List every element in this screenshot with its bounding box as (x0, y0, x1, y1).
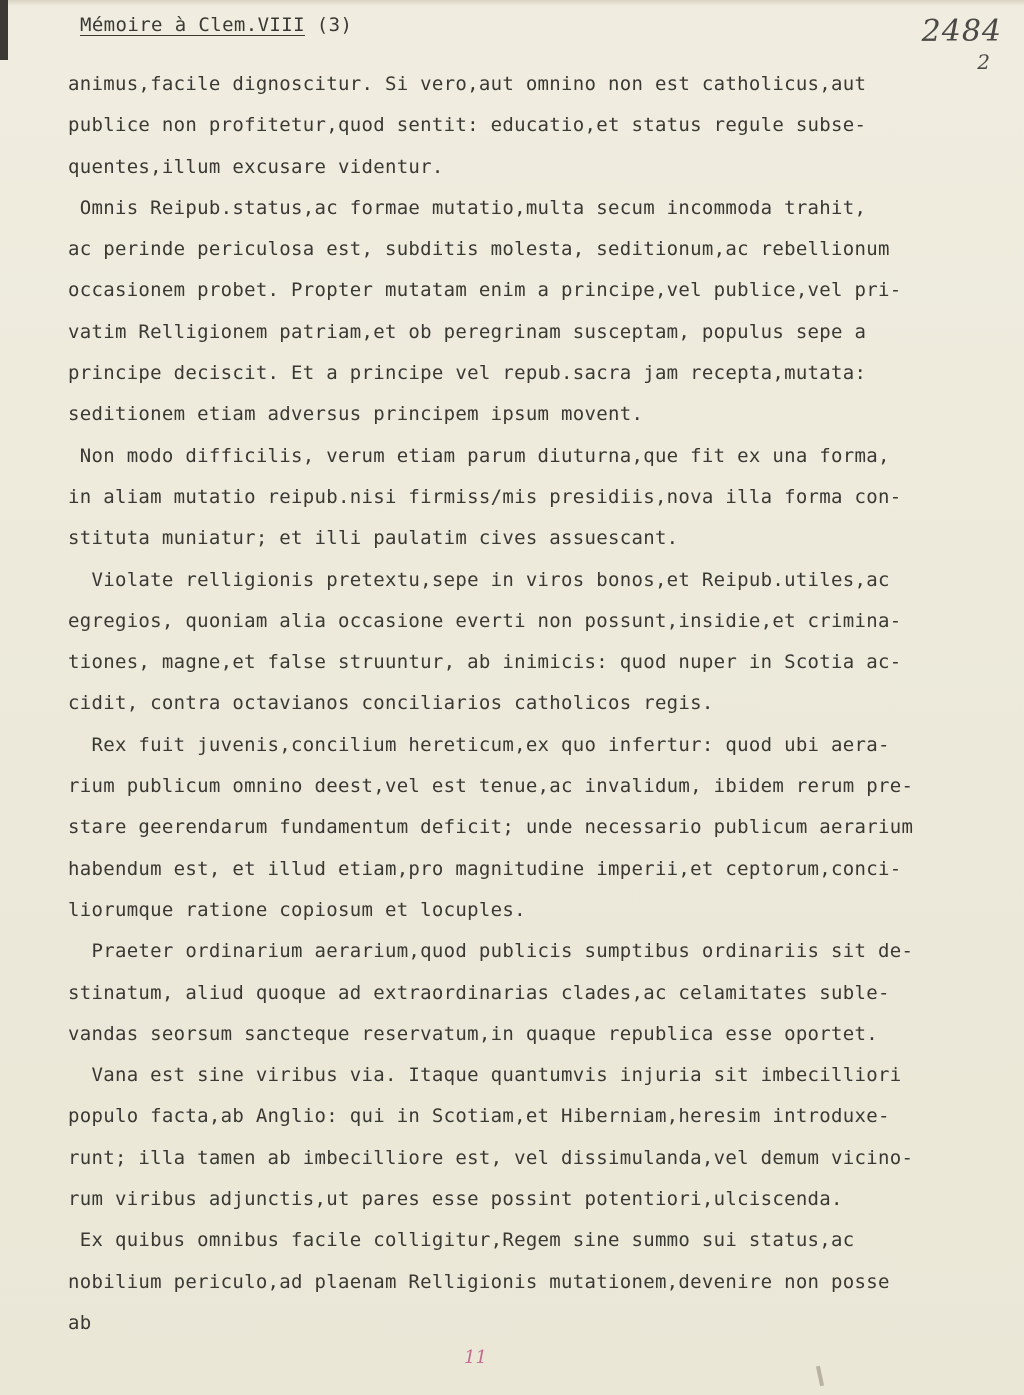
folio-number: 2484 (921, 14, 1002, 49)
text-line: liorumque ratione copiosum et locuples. (68, 898, 526, 921)
text-line: Omnis Reipub.status,ac formae mutatio,multa secum incommoda trahit, (68, 196, 867, 219)
text-line: populo facta,ab Anglio: qui in Scotiam,et Hiberniam,heresim introduxe- (68, 1105, 890, 1128)
text-line: stituta muniatur; et illi paulatim cives assuescant. (68, 527, 679, 550)
text-line: egregios, quoniam alia occasione everti non possunt,insidie,et crimina- (68, 609, 902, 632)
folio-sub-number: 2 (977, 50, 990, 74)
text-line: quentes,illum excusare videntur. (68, 155, 444, 178)
text-line: seditionem etiam adversus principem ipsum movent. (68, 403, 644, 426)
text-line: Violate relligionis pretextu,sepe in viros bonos,et Reipub.utiles,ac (68, 568, 890, 591)
header-part: (3) (316, 14, 353, 36)
text-line: Ex quibus omnibus facile colligitur,Regem sine summo sui status,ac (68, 1229, 855, 1252)
page-number: 11 (464, 1347, 487, 1368)
header-title: Mémoire à Clem.VIII (80, 14, 305, 36)
text-line: rium publicum omnino deest,vel est tenue,ac invalidum, ibidem rerum pre- (68, 775, 914, 798)
text-line: stinatum, aliud quoque ad extraordinarias clades,ac celamitates suble- (68, 981, 890, 1004)
text-line: habendum est, et illud etiam,pro magnitudine imperii,et ceptorum,conci- (68, 857, 902, 880)
text-line: vandas seorsum sancteque reservatum,in quaque republica esse oportet. (68, 1022, 878, 1045)
text-line: principe deciscit. Et a principe vel repub.sacra jam recepta,mutata: (68, 362, 867, 385)
text-line: Praeter ordinarium aerarium,quod publicis sumptibus ordinariis sit de- (68, 940, 914, 963)
text-line: ab (68, 1311, 92, 1334)
text-line: stare geerendarum fundamentum deficit; unde necessario publicum aerarium (68, 816, 914, 839)
page-header (80, 14, 352, 36)
scan-edge-left (0, 0, 8, 60)
scan-edge-top (0, 0, 1024, 6)
scan-mark (816, 1366, 824, 1386)
text-line: in aliam mutatio reipub.nisi firmiss/mis presidiis,nova illa forma con- (68, 485, 902, 508)
text-line: ac perinde periculosa est, subditis molesta, seditionum,ac rebellionum (68, 238, 890, 261)
text-line: vatim Relligionem patriam,et ob peregrinam susceptam, populus sepe a (68, 320, 867, 343)
text-line: rum viribus adjunctis,ut pares esse possint potentiori,ulciscenda. (68, 1188, 843, 1211)
text-line: Vana est sine viribus via. Itaque quantumvis injuria sit imbecilliori (68, 1064, 902, 1087)
text-line: cidit, contra octavianos conciliarios catholicos regis. (68, 692, 714, 715)
document-body (68, 64, 988, 1344)
text-line: tiones, magne,et false struuntur, ab inimicis: quod nuper in Scotia ac- (68, 651, 902, 674)
text-line: runt; illa tamen ab imbecilliore est, vel dissimulanda,vel demum vicino- (68, 1146, 914, 1169)
text-line: publice non profitetur,quod sentit: educatio,et status regule subse- (68, 114, 867, 137)
text-line: Rex fuit juvenis,concilium hereticum,ex quo infertur: quod ubi aera- (68, 733, 890, 756)
text-line: occasionem probet. Propter mutatam enim a principe,vel publice,vel pri- (68, 279, 902, 302)
text-line: nobilium periculo,ad plaenam Relligionis mutationem,devenire non posse (68, 1270, 890, 1293)
text-line: Non modo difficilis, verum etiam parum diuturna,que fit ex una forma, (68, 444, 890, 467)
text-line: animus,facile dignoscitur. Si vero,aut omnino non est catholicus,aut (68, 73, 867, 95)
